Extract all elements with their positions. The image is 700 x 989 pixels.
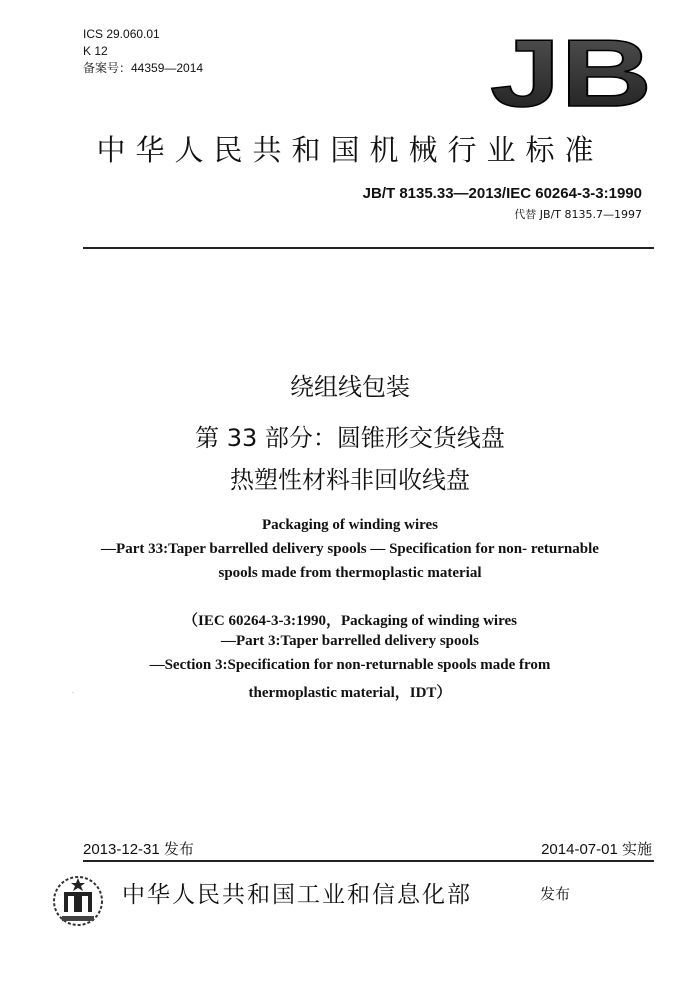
replaces-note: 代替 JB/T 8135.7—1997: [514, 208, 642, 221]
chinese-title-line-2: 第 33 部分：圆锥形交货线盘: [195, 424, 505, 452]
record-number: 备案号：44359—2014: [83, 61, 204, 75]
iec-reference-line-3: —Section 3:Specification for non-returnable spools made from: [149, 657, 551, 673]
scan-speck: ·: [72, 690, 74, 697]
chinese-title-line-3: 热塑性材料非回收线盘: [230, 466, 470, 494]
english-title-line-2: —Part 33:Taper barrelled delivery spools — Specification for non- returnable: [101, 541, 599, 557]
implementation-date: 2014-07-01 实施: [541, 841, 652, 858]
jb-logo: [486, 30, 656, 114]
jb-logo-text: JB: [490, 30, 652, 114]
standard-number: JB/T 8135.33—2013/IEC 60264-3-3:1990: [362, 185, 642, 202]
ics-code: ICS 29.060.01: [83, 27, 160, 41]
bottom-divider: [83, 860, 654, 862]
issuing-authority: 中华人民共和国工业和信息化部: [122, 882, 472, 908]
issue-date: 2013-12-31 发布: [83, 841, 194, 858]
top-divider: [83, 247, 654, 249]
iec-reference-line-2: —Part 3:Taper barrelled delivery spools: [220, 633, 480, 649]
iec-reference-line-4: thermoplastic material，IDT）: [248, 685, 452, 701]
chinese-title-line-1: 绕组线包装: [290, 373, 410, 401]
standard-type-title: 中华人民共和国机械行业标准: [96, 133, 604, 167]
issuing-authority-suffix: 发布: [540, 885, 571, 903]
english-title-line-3: spools made from thermoplastic material: [218, 565, 482, 581]
classification-code: K 12: [83, 44, 108, 58]
iec-reference-line-1: （IEC 60264-3-3:1990，Packaging of winding wires: [183, 613, 517, 629]
ministry-emblem-icon: [50, 872, 106, 934]
english-title-line-1: Packaging of winding wires: [262, 517, 438, 533]
